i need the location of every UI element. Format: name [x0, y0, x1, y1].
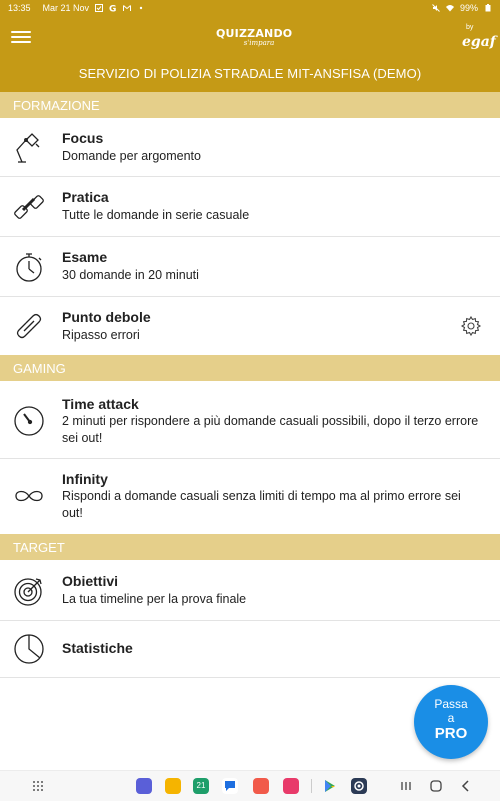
settings-cog-icon: [351, 778, 367, 794]
item-title: Infinity: [62, 471, 108, 487]
item-description: 30 domande in 20 minuti: [62, 268, 199, 282]
contacts-app-icon[interactable]: [253, 778, 269, 794]
home-icon[interactable]: [428, 778, 444, 794]
section-header-target: [0, 534, 500, 560]
menu-item-esame[interactable]: [0, 237, 500, 297]
section-header-formazione: [0, 92, 500, 118]
item-title: Focus: [62, 130, 104, 146]
publisher-by: by: [466, 24, 474, 31]
item-description: 2 minuti per rispondere a più domande casuali possibili, dopo il terzo errore sei out!: [62, 414, 479, 445]
menu-item-statistiche[interactable]: [0, 621, 500, 678]
app-logo: [216, 27, 293, 59]
item-description: La tua timeline per la prova finale: [62, 592, 247, 606]
menu-item-infinity[interactable]: [0, 459, 500, 534]
back-icon[interactable]: [458, 778, 474, 794]
menu-item-obiettivi[interactable]: [0, 560, 500, 621]
broken-chain-icon: [12, 309, 46, 343]
item-title: Obiettivi: [62, 573, 119, 589]
svg-text:G: G: [109, 4, 117, 12]
item-title: Statistiche: [62, 640, 133, 656]
publisher-mark: egaf: [462, 34, 496, 50]
dial-timer-icon: [12, 403, 46, 437]
fab-line-1: Passa: [434, 697, 468, 711]
item-description: Tutte le domande in serie casuale: [62, 208, 250, 222]
app-drawer-icon[interactable]: [30, 778, 46, 794]
check-notification-icon: [95, 4, 103, 12]
menu-item-focus[interactable]: [0, 118, 500, 177]
media-app-icon[interactable]: [283, 778, 299, 794]
google-notification-icon: [109, 4, 117, 12]
battery-icon: [484, 4, 492, 12]
calendar-app-icon[interactable]: 21: [193, 778, 209, 794]
mute-icon: [432, 4, 440, 12]
dumbbell-icon: [12, 190, 46, 224]
logo-main-text: QUIZZANDO: [216, 27, 293, 40]
mail-notification-icon: [123, 4, 131, 12]
fab-line-3: PRO: [434, 725, 468, 742]
nav-divider: [311, 779, 312, 793]
battery-percent: 99%: [459, 3, 478, 13]
system-nav-bar: [0, 770, 500, 801]
status-time: 13:35: [8, 3, 31, 13]
chat-bubble-icon: [222, 778, 238, 794]
item-description: Ripasso errori: [62, 328, 140, 342]
settings-app-icon[interactable]: [351, 778, 367, 794]
upgrade-pro-button[interactable]: [414, 685, 488, 759]
item-title: Esame: [62, 249, 108, 265]
item-title: Time attack: [62, 396, 139, 412]
section-label: FORMAZIONE: [13, 97, 100, 113]
pie-chart-icon: [12, 632, 46, 666]
desk-lamp-icon: [12, 130, 46, 164]
play-store-icon[interactable]: [322, 778, 338, 794]
course-title: SERVIZIO DI POLIZIA STRADALE MIT-ANSFISA (DEMO): [78, 66, 422, 81]
item-title: Pratica: [62, 189, 109, 205]
section-header-gaming: [0, 355, 500, 381]
item-description: Rispondi a domande casuali senza limiti di tempo ma al primo errore sei out!: [62, 489, 461, 520]
menu-item-punto-debole[interactable]: [0, 297, 500, 355]
menu-item-pratica[interactable]: [0, 177, 500, 237]
dot-notification-icon: [137, 4, 145, 12]
section-label: GAMING: [13, 360, 66, 376]
item-title: Punto debole: [62, 309, 151, 325]
status-bar: [0, 0, 500, 16]
target-icon: [12, 574, 46, 608]
publisher-logo: [460, 24, 496, 54]
settings-gear-icon[interactable]: [460, 315, 482, 337]
files-app-icon[interactable]: [165, 778, 181, 794]
chat-app-icon[interactable]: [222, 778, 238, 794]
section-label: TARGET: [13, 539, 65, 555]
menu-item-time-attack[interactable]: [0, 381, 500, 459]
stopwatch-icon: [12, 250, 46, 284]
status-date: Mar 21 Nov: [42, 3, 90, 13]
fab-line-2: a: [447, 711, 455, 725]
logo-sub-text: s'impara: [243, 39, 275, 47]
wifi-icon: [446, 4, 454, 12]
app-header: [0, 16, 500, 92]
infinity-icon: [12, 479, 46, 513]
recent-apps-icon[interactable]: [398, 778, 414, 794]
item-description: Domande per argomento: [62, 149, 201, 163]
hamburger-menu-icon[interactable]: [11, 28, 31, 46]
messages-app-icon[interactable]: [136, 778, 152, 794]
